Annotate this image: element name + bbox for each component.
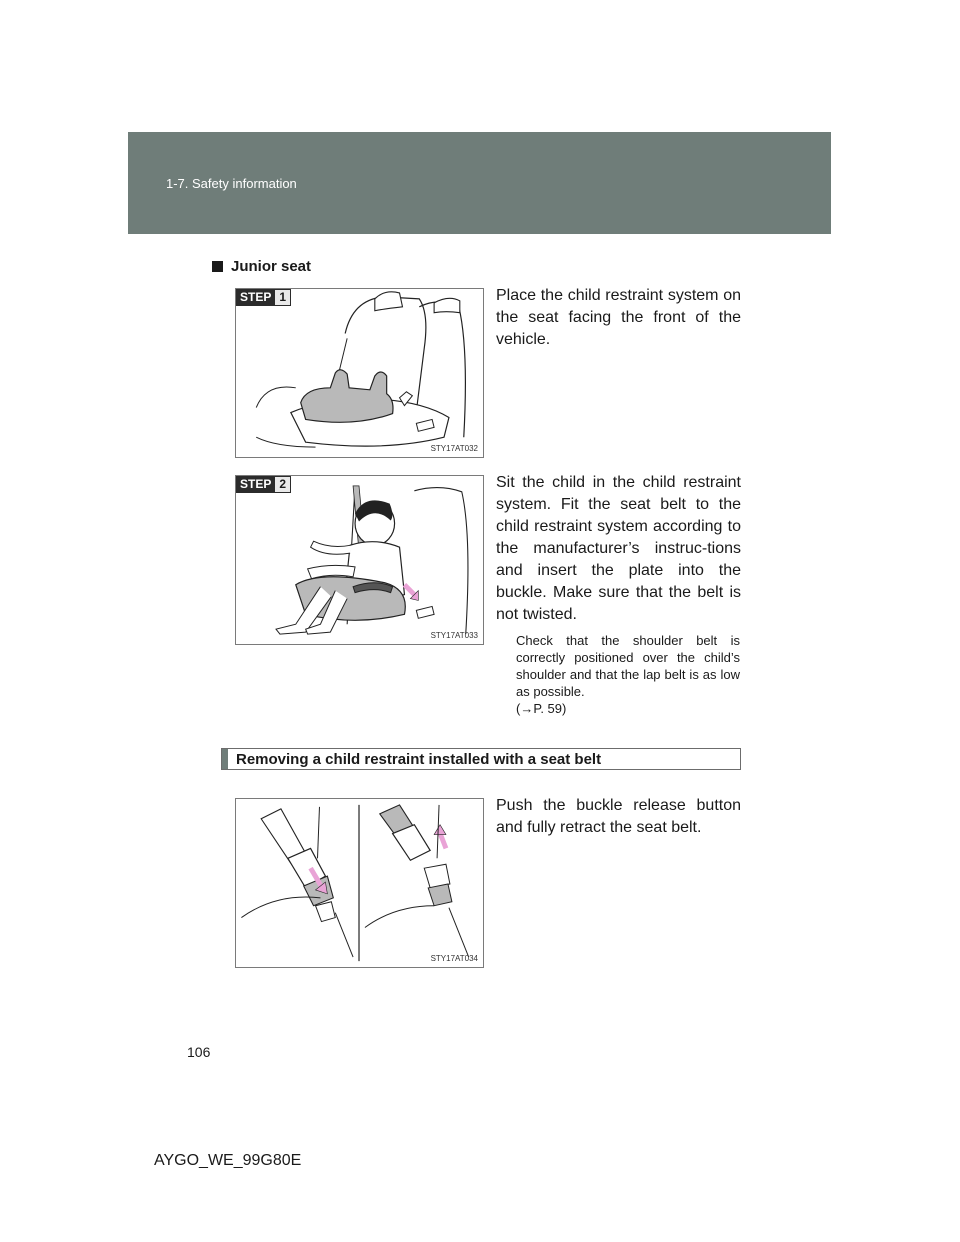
step-number: 2 [274,476,291,493]
step-badge-1 [236,289,291,306]
image-code: STY17AT034 [430,954,478,963]
step-number: 1 [274,289,291,306]
page-number: 106 [187,1044,211,1060]
filled-square-icon [212,261,223,272]
illustration-step-2 [235,475,484,645]
section-heading-bar [221,748,741,770]
child-in-booster-drawing [236,476,483,644]
image-code: STY17AT033 [430,631,478,640]
illustration-buckle-release [235,798,484,968]
section-breadcrumb: 1-7. Safety information [166,176,297,191]
section-title: Removing a child restraint installed with a seat belt [236,750,602,768]
image-code: STY17AT032 [430,444,478,453]
document-code: AYGO_WE_99G80E [154,1152,302,1169]
note-text: Check that the shoulder belt is correctly positioned over the child’s shoulder and that the lap belt is as low as possible. [516,633,740,699]
illustration-step-1 [235,288,484,458]
step-word: STEP [236,289,274,306]
step-1-text: Place the child restraint system on the seat facing the front of the vehicle. [496,287,741,348]
booster-seat-drawing [236,289,483,457]
step-badge-2 [236,476,291,493]
buckle-release-drawing [236,799,483,967]
removal-text: Push the buckle release button and fully retract the seat belt. [496,797,741,836]
subheading-text: Junior seat [231,258,312,275]
step-2-text: Sit the child in the child restraint system. Fit the seat belt to the child restraint system according to the manufacturer’s instruc-tions and insert the plate into the buckle. Make sure that the belt is not twisted. [496,474,741,623]
page-reference: (→P. 59) [516,701,567,716]
step-2-note [516,632,740,717]
subheading [212,258,311,275]
step-word: STEP [236,476,274,493]
